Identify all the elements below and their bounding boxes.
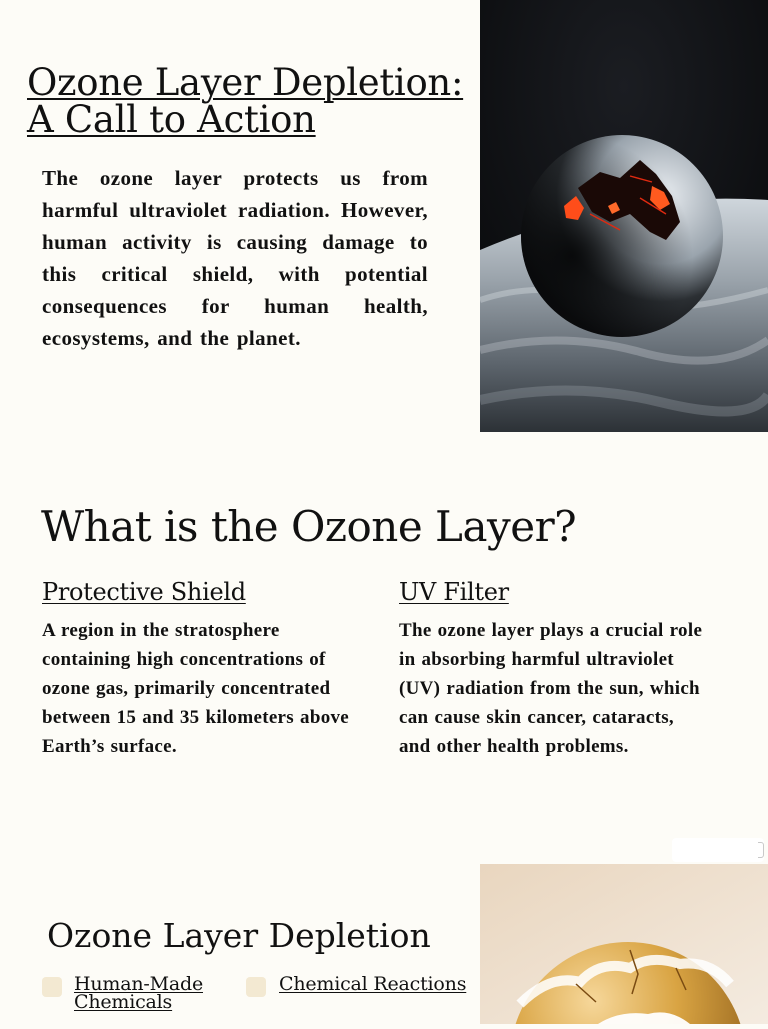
human-made-chemicals-icon: [42, 977, 62, 997]
page-title: Ozone Layer Depletion: A Call to Action: [27, 61, 464, 141]
slide-navigation-handle[interactable]: [672, 838, 764, 862]
damaged-earth-image: [480, 0, 768, 432]
protective-shield-text: A region in the stratosphere containing high concentrations of ozone gas, primarily concentrated between 15 and 35 kilometers above Earth’s surface.: [42, 620, 350, 757]
section-heading-what-is: What is the Ozone Layer?: [41, 502, 577, 551]
uv-filter-title: UV Filter: [399, 578, 509, 606]
cracked-gold-globe-image: [480, 864, 768, 1024]
intro-paragraph: The ozone layer protects us from harmful ultraviolet radiation. However, human activity is causing damage to this critical shield, with potential consequences for human health, ecosystems, and the planet.: [42, 166, 428, 350]
chemical-reactions-label: Chemical Reactions: [279, 973, 467, 995]
uv-filter-text: The ozone layer plays a crucial role in absorbing harmful ultraviolet (UV) radiation from the sun, which can cause skin cancer, cataracts, and other health problems.: [399, 620, 703, 757]
section-heading-depletion: Ozone Layer Depletion: [47, 916, 431, 955]
protective-shield-title: Protective Shield: [42, 578, 246, 606]
gold-globe-icon: [480, 864, 768, 1024]
human-made-chemicals-label: Human-Made Chemicals: [74, 973, 203, 1013]
earth-globe-icon: [480, 0, 768, 432]
chemical-reactions-icon: [246, 977, 266, 997]
